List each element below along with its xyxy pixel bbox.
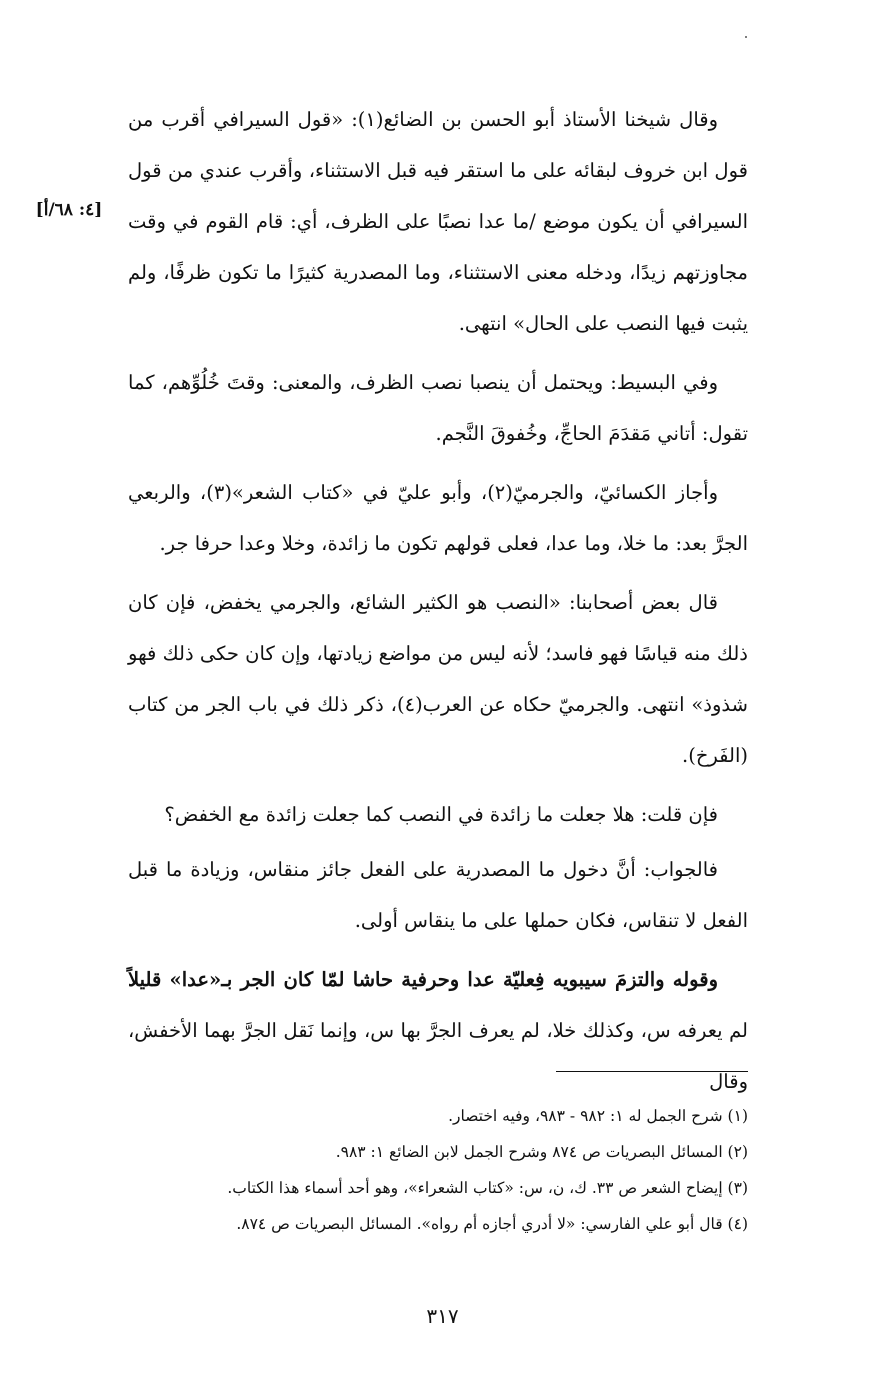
main-text-body [128,94,748,1115]
footnote: (٤) قال أبو علي الفارسي: «لا أدري أجازه أم رواه». المسائل البصريات ص ٨٧٤. [236,1215,748,1233]
footnote: (٣) إيضاح الشعر ص ٣٣. ك، ن، س: «كتاب الشعراء»، وهو أحد أسماء هذا الكتاب. [227,1179,748,1197]
paragraph: فإن قلت: هلا جعلت ما زائدة في النصب كما جعلت زائدة مع الخفض؟ [164,803,718,826]
page-number: ٣١٧ [426,1304,459,1328]
margin-manuscript-reference: [٤: ٦٨/أ] [35,200,103,220]
footnote-separator [556,1071,748,1072]
quoted-text-bold: وقوله والتزمَ سيبويه فِعليّة عدا وحرفية حاشا لمّا كان الجر بـ«عدا» قليلاً [128,968,718,991]
paragraph-last [128,954,748,1107]
paragraph: وأجاز الكسائيّ، والجرميّ(٢)، وأبو عليّ في «كتاب الشعر»(٣)، والربعي الجرَّ بعد: ما خلا، وما عدا، فعلى قولهم تكون ما زائدة، وخلا وعدا حرفا جر. [128,481,748,555]
footnote: (٢) المسائل البصريات ص ٨٧٤ وشرح الجمل لابن الضائع ١: ٩٨٣. [335,1143,748,1161]
scan-speck [745,36,747,38]
footnote: (١) شرح الجمل له ١: ٩٨٢ - ٩٨٣، وفيه اختصار. [448,1107,748,1125]
paragraph: وفي البسيط: ويحتمل أن ينصبا نصب الظرف، والمعنى: وقتَ خُلُوِّهم، كما تقول: أتاني مَقدَمَ الحاجِّ، وخُفوقَ النَّجم. [128,371,748,445]
paragraph: وقال شيخنا الأستاذ أبو الحسن بن الضائع(١): «قول السيرافي أقرب من قول ابن خروف لبقائه على ما استقر فيه قبل الاستثناء، وأقرب عندي من قول السيرافي أن يكون موضع /ما عدا نصبًا على الظرف، أي: قام القوم في وقت مجاوزتهم زيدًا، ودخله معنى الاستثناء، وما المصدرية كثيرًا ما تكون ظرفًا، ولم يثبت فيها النصب على الحال» انتهى. [128,108,748,335]
paragraph: فالجواب: أنَّ دخول ما المصدرية على الفعل جائز منقاس، وزيادة ما قبل الفعل لا تنقاس، فكان حملها على ما ينقاس أولى. [128,858,748,932]
footnotes [128,1098,748,1242]
paragraph-continuation: لم يعرفه س، وكذلك خلا، لم يعرف الجرَّ بها س، وإنما نَقل الجرَّ بهما الأخفش، وقال [128,1019,748,1093]
paragraph: قال بعض أصحابنا: «النصب هو الكثير الشائع، والجرمي يخفض، فإن كان ذلك منه قياسًا فهو فاسد؛ لأنه ليس من مواضع زيادتها، وإن كان حكى ذلك فهو شذوذ» انتهى. والجرميّ حكاه عن العرب(٤)، ذكر ذلك في باب الجر من كتاب (الفَرخ). [128,591,748,767]
